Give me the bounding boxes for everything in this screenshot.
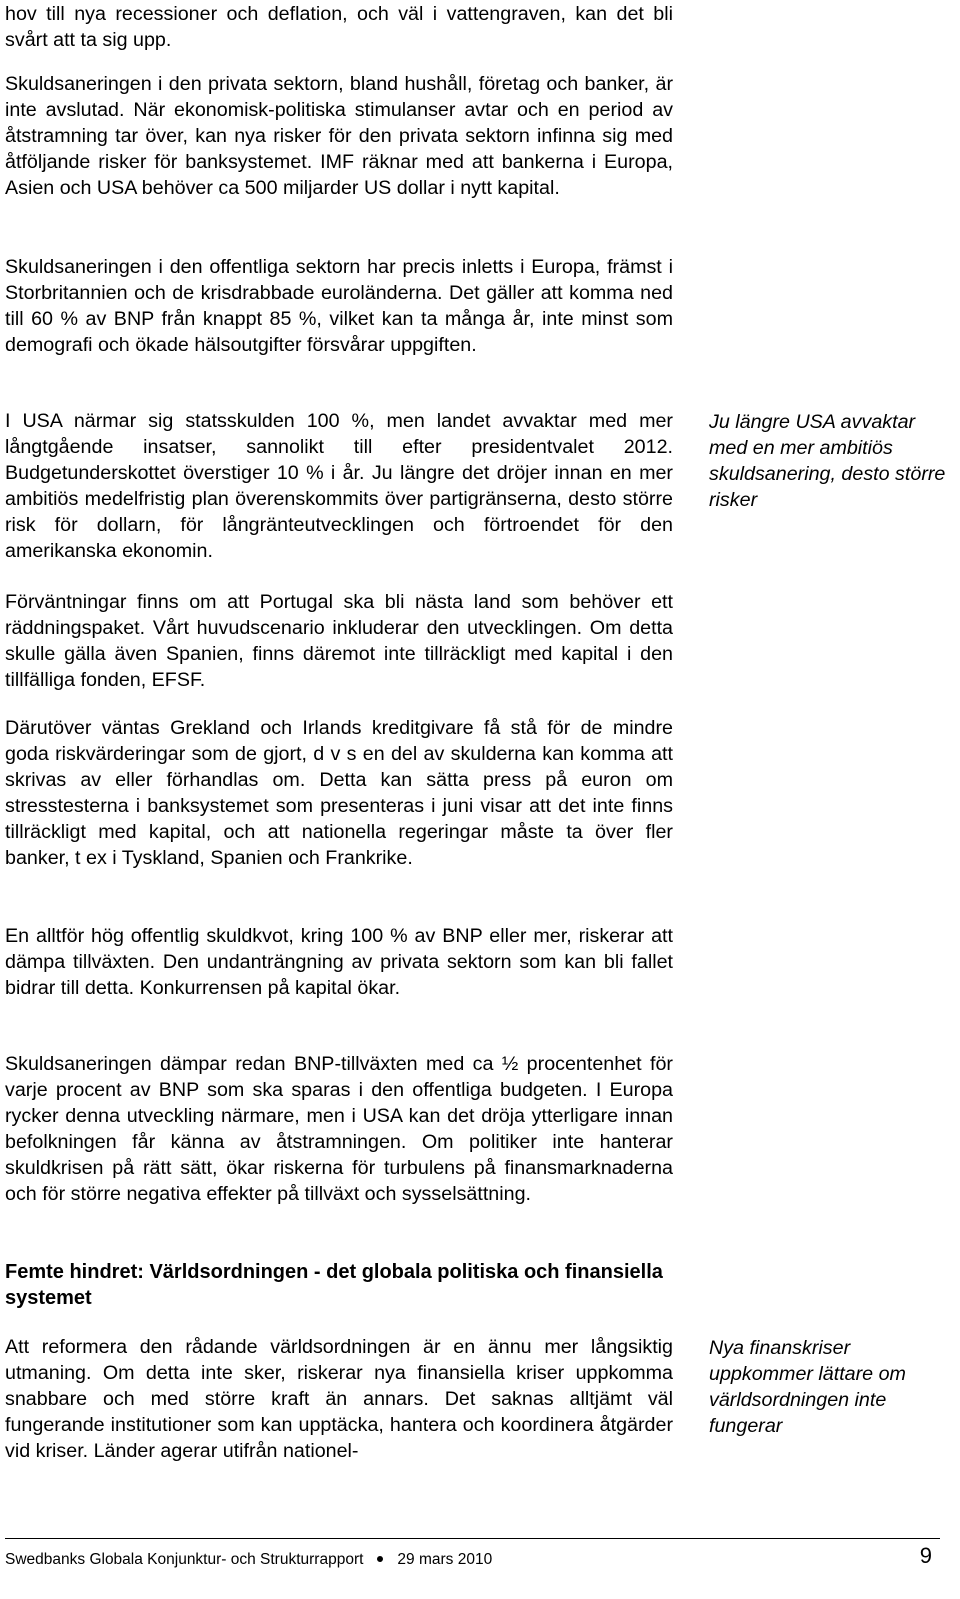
footer-publication-line [5, 1548, 492, 1572]
footer-date: 29 mars 2010 [397, 1551, 493, 1568]
paragraph-1: hov till nya recessioner och deflation, och väl i vattengraven, kan det bli svårt att ta sig upp. [5, 3, 673, 51]
section-heading: Femte hindret: Världsordningen - det globala politiska och finansiella systemet [5, 1261, 663, 1309]
paragraph-5: Förväntningar finns om att Portugal ska bli nästa land som behöver ett räddningspaket. Vårt huvudscenario inkluderar den utvecklingen. Om detta skulle gälla även Spanien, finns däremot inte tillräckligt med kapital i den tillfälliga fonden, EFSF. [5, 591, 673, 691]
sidenote-world-order: Nya finanskriser uppkommer lättare om världsordningen inte fungerar [709, 1337, 906, 1437]
footer-divider [5, 1538, 940, 1539]
paragraph-2: Skuldsaneringen i den privata sektorn, bland hushåll, företag och banker, är inte avslutad. När ekonomisk-politiska stimulanser avtar och en period av åtstramning tar över, kan nya risker för den privata sektorn infinna sig med åtföljande risker för banksystemet. IMF räknar med att bankerna i Europa, Asien och USA behöver ca 500 miljarder US dollar i nytt kapital. [5, 73, 673, 199]
bullet-icon [377, 1556, 383, 1562]
paragraph-3: Skuldsaneringen i den offentliga sektorn har precis inletts i Europa, främst i Storbritannien och de krisdrabbade euroländerna. Det gäller att komma ned till 60 % av BNP från knappt 85 %, vilket kan ta många år, inte minst som demografi och ökade hälsoutgifter försvårar uppgiften. [5, 256, 673, 356]
paragraph-8: Skuldsaneringen dämpar redan BNP-tillväxten med ca ½ procentenhet för varje procent av BNP som ska sparas i den offentliga budgeten. I Europa rycker denna utveckling närmare, men i USA kan det dröja ytterligare innan befolkningen får känna av åtstramningen. Om politiker inte hanterar skuldkrisen på rätt sätt, ökar riskerna för turbulens på finansmarknaderna och för större negativa effekter på tillväxt och sysselsättning. [5, 1053, 673, 1205]
paragraph-9: Att reformera den rådande världsordningen är en ännu mer långsiktig utmaning. Om detta inte sker, riskerar nya finansiella kriser uppkomma snabbare och med större kraft än annars. Det saknas alltjämt väl fungerande institutioner som kan upptäcka, hantera och koordinera åtgärder vid kriser. Länder agerar utifrån nationel- [5, 1336, 673, 1462]
paragraph-4: I USA närmar sig statsskulden 100 %, men landet avvaktar med mer långtgående insatser, sannolikt till efter presidentvalet 2012. Budgetunderskottet överstiger 10 % i år. Ju längre det dröjer innan en mer ambitiös medelfristig plan överenskommits över partigränserna, desto större risk för dollarn, för långränteutvecklingen och förtroendet för den amerikanska ekonomin. [5, 410, 673, 562]
paragraph-7: En alltför hög offentlig skuldkvot, kring 100 % av BNP eller mer, riskerar att dämpa tillväxten. Den undanträngning av privata sektorn som kan bli fallet bidrar till detta. Konkurrensen på kapital ökar. [5, 925, 673, 999]
page-footer [5, 1543, 940, 1572]
sidenote-usa: Ju längre USA avvaktar med en mer ambitiös skuldsanering, desto större risker [709, 411, 946, 511]
paragraph-6: Därutöver väntas Grekland och Irlands kreditgivare få stå för de mindre goda riskvärderingar som de gjort, d v s en del av skulderna kan komma att skrivas av eller förhandlas om. Detta kan sätta press på euron om stresstesterna i banksystemet som presenteras i juni visar att det inte finns tillräckligt med kapital, och att nationella regeringar måste ta över fler banker, t ex i Tyskland, Spanien och Frankrike. [5, 717, 673, 869]
footer-publication: Swedbanks Globala Konjunktur- och Strukturrapport [5, 1551, 364, 1568]
page-number: 9 [919, 1543, 932, 1568]
